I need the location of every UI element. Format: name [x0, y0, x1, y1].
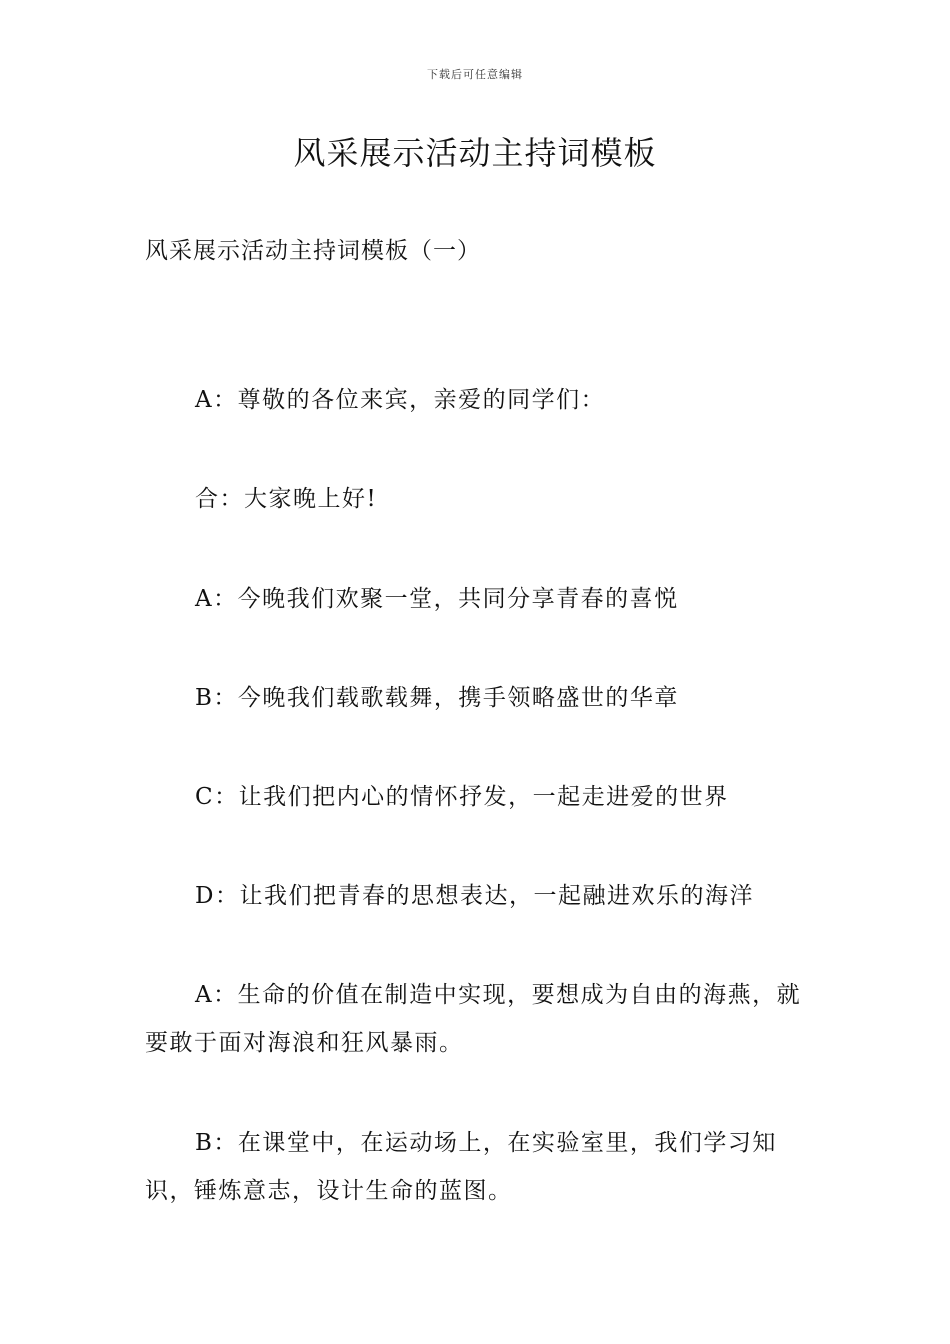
paragraph: B：在课堂中，在运动场上，在实验室里，我们学习知识，锤炼意志，设计生命的蓝图。 [145, 1130, 777, 1204]
paragraph: B：今晚我们载歌载舞，携手领略盛世的华章 [195, 685, 679, 711]
paragraph: A：生命的价值在制造中实现，要想成为自由的海燕，就要敢于面对海浪和狂风暴雨。 [145, 982, 802, 1056]
document-subtitle: 风采展示活动主持词模板（一） [145, 238, 481, 264]
paragraph: A：今晚我们欢聚一堂，共同分享青春的喜悦 [195, 586, 679, 612]
paragraph: D：让我们把青春的思想表达，一起融进欢乐的海洋 [195, 883, 754, 909]
document-title: 风采展示活动主持词模板 [293, 134, 657, 172]
page-header-note: 下载后可任意编辑 [427, 68, 523, 81]
paragraph: C：让我们把内心的情怀抒发，一起走进爱的世界 [195, 784, 729, 810]
paragraph: A：尊敬的各位来宾，亲爱的同学们： [195, 387, 606, 413]
paragraph: 合：大家晚上好! [195, 486, 378, 512]
